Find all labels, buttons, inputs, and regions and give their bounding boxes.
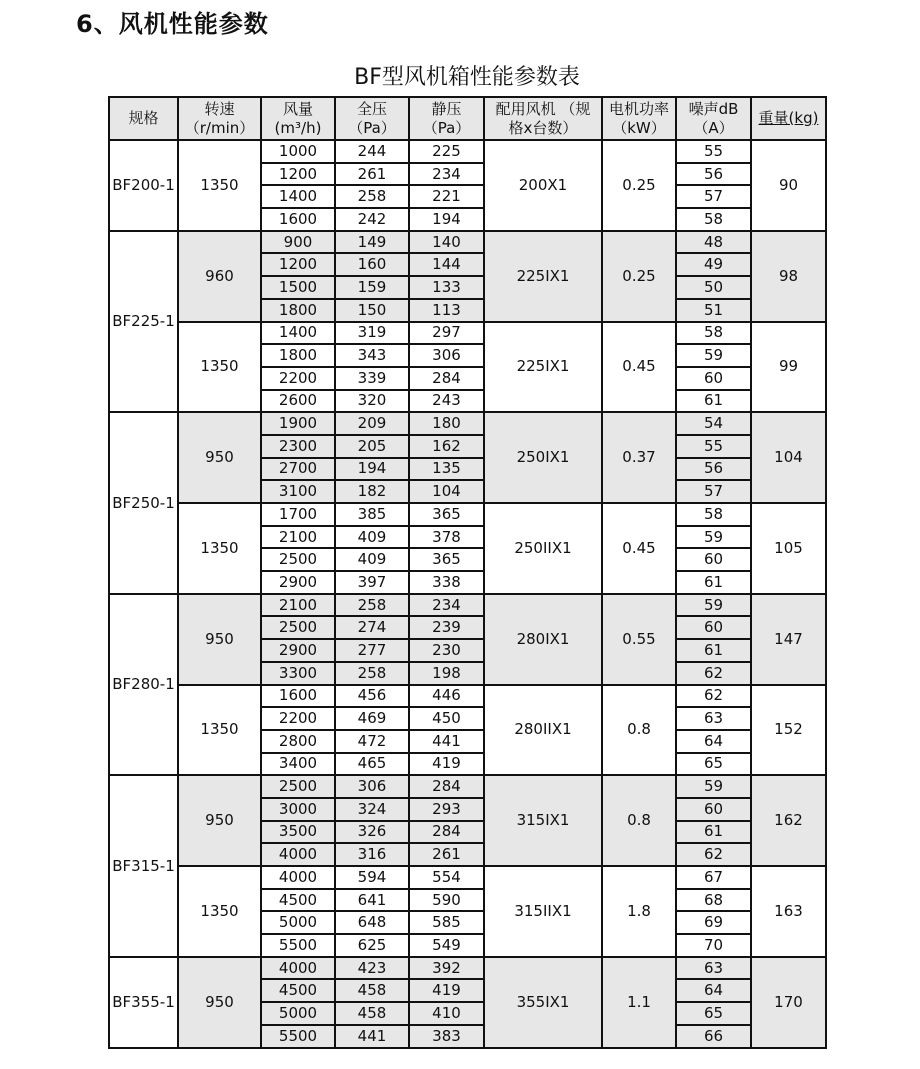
noise-cell: 54 — [676, 412, 751, 435]
total-pressure-cell: 458 — [335, 1002, 409, 1025]
flow-cell: 1800 — [261, 344, 335, 367]
header-total-pressure-label: 全压 — [356, 99, 387, 118]
flow-cell: 1700 — [261, 503, 335, 526]
model-cell: BF315-1 — [109, 775, 178, 957]
static-pressure-cell: 450 — [409, 707, 484, 730]
flow-cell: 1600 — [261, 685, 335, 708]
flow-cell: 2600 — [261, 390, 335, 413]
total-pressure-cell: 258 — [335, 594, 409, 617]
static-pressure-cell: 410 — [409, 1002, 484, 1025]
static-pressure-cell: 306 — [409, 344, 484, 367]
noise-cell: 64 — [676, 730, 751, 753]
power-cell: 0.25 — [602, 140, 676, 231]
noise-cell: 58 — [676, 208, 751, 231]
static-pressure-cell: 585 — [409, 911, 484, 934]
header-row — [109, 97, 826, 140]
total-pressure-cell: 648 — [335, 911, 409, 934]
total-pressure-cell: 150 — [335, 299, 409, 322]
weight-cell: 104 — [751, 412, 826, 503]
static-pressure-cell: 549 — [409, 934, 484, 957]
static-pressure-cell: 338 — [409, 571, 484, 594]
power-cell: 0.55 — [602, 594, 676, 685]
fan-cell: 200X1 — [484, 140, 602, 231]
flow-cell: 1500 — [261, 276, 335, 299]
speed-cell: 1350 — [178, 685, 261, 776]
noise-cell: 60 — [676, 798, 751, 821]
flow-cell: 5500 — [261, 934, 335, 957]
flow-cell: 1000 — [261, 140, 335, 163]
noise-cell: 59 — [676, 775, 751, 798]
total-pressure-cell: 441 — [335, 1025, 409, 1048]
table-row — [109, 140, 826, 163]
section-title: 6、风机性能参数 — [76, 10, 269, 38]
performance-table — [108, 96, 827, 1049]
noise-cell: 48 — [676, 231, 751, 254]
noise-cell: 68 — [676, 889, 751, 912]
noise-cell: 60 — [676, 367, 751, 390]
power-cell: 0.45 — [602, 503, 676, 594]
static-pressure-cell: 133 — [409, 276, 484, 299]
total-pressure-cell: 339 — [335, 367, 409, 390]
weight-cell: 98 — [751, 231, 826, 322]
header-fan-unit: 格x台数） — [508, 118, 578, 137]
model-cell: BF225-1 — [109, 231, 178, 413]
static-pressure-cell: 104 — [409, 480, 484, 503]
flow-cell: 4500 — [261, 979, 335, 1002]
flow-cell: 1400 — [261, 185, 335, 208]
static-pressure-cell: 590 — [409, 889, 484, 912]
noise-cell: 61 — [676, 821, 751, 844]
fan-cell: 250IIX1 — [484, 503, 602, 594]
fan-cell: 315IIX1 — [484, 866, 602, 957]
flow-cell: 5000 — [261, 911, 335, 934]
header-power-label: 电机功率 — [608, 99, 669, 118]
static-pressure-cell: 284 — [409, 775, 484, 798]
noise-cell: 58 — [676, 322, 751, 345]
total-pressure-cell: 316 — [335, 843, 409, 866]
noise-cell: 62 — [676, 843, 751, 866]
fan-cell: 355IX1 — [484, 957, 602, 1048]
noise-cell: 65 — [676, 1002, 751, 1025]
noise-cell: 64 — [676, 979, 751, 1002]
header-static-pressure-label: 静压 — [431, 99, 462, 118]
noise-cell: 59 — [676, 594, 751, 617]
total-pressure-cell: 458 — [335, 979, 409, 1002]
model-cell: BF200-1 — [109, 140, 178, 231]
noise-cell: 58 — [676, 503, 751, 526]
header-fan — [484, 97, 602, 140]
speed-cell: 1350 — [178, 322, 261, 413]
speed-cell: 950 — [178, 594, 261, 685]
noise-cell: 60 — [676, 616, 751, 639]
total-pressure-cell: 244 — [335, 140, 409, 163]
flow-cell: 4500 — [261, 889, 335, 912]
flow-cell: 3100 — [261, 480, 335, 503]
table-row — [109, 594, 826, 617]
noise-cell: 57 — [676, 480, 751, 503]
total-pressure-cell: 641 — [335, 889, 409, 912]
total-pressure-cell: 456 — [335, 685, 409, 708]
static-pressure-cell: 140 — [409, 231, 484, 254]
flow-cell: 1200 — [261, 163, 335, 186]
flow-cell: 2700 — [261, 458, 335, 481]
flow-cell: 2100 — [261, 594, 335, 617]
total-pressure-cell: 397 — [335, 571, 409, 594]
noise-cell: 56 — [676, 163, 751, 186]
header-flow-label: 风量 — [282, 99, 313, 118]
total-pressure-cell: 182 — [335, 480, 409, 503]
static-pressure-cell: 243 — [409, 390, 484, 413]
noise-cell: 62 — [676, 685, 751, 708]
noise-cell: 70 — [676, 934, 751, 957]
noise-cell: 63 — [676, 957, 751, 980]
flow-cell: 2300 — [261, 435, 335, 458]
header-power — [602, 97, 676, 140]
table-row — [109, 412, 826, 435]
noise-cell: 65 — [676, 753, 751, 776]
speed-cell: 1350 — [178, 866, 261, 957]
power-cell: 1.1 — [602, 957, 676, 1048]
noise-cell: 49 — [676, 253, 751, 276]
power-cell: 1.8 — [602, 866, 676, 957]
flow-cell: 2900 — [261, 639, 335, 662]
noise-cell: 59 — [676, 344, 751, 367]
static-pressure-cell: 365 — [409, 548, 484, 571]
noise-cell: 61 — [676, 571, 751, 594]
total-pressure-cell: 319 — [335, 322, 409, 345]
flow-cell: 3500 — [261, 821, 335, 844]
total-pressure-cell: 409 — [335, 526, 409, 549]
power-cell: 0.8 — [602, 685, 676, 776]
header-weight — [751, 97, 826, 140]
table-row — [109, 866, 826, 889]
total-pressure-cell: 465 — [335, 753, 409, 776]
total-pressure-cell: 423 — [335, 957, 409, 980]
noise-cell: 66 — [676, 1025, 751, 1048]
total-pressure-cell: 274 — [335, 616, 409, 639]
fan-cell: 225IX1 — [484, 231, 602, 322]
static-pressure-cell: 239 — [409, 616, 484, 639]
static-pressure-cell: 180 — [409, 412, 484, 435]
static-pressure-cell: 162 — [409, 435, 484, 458]
total-pressure-cell: 159 — [335, 276, 409, 299]
model-cell: BF280-1 — [109, 594, 178, 776]
noise-cell: 59 — [676, 526, 751, 549]
total-pressure-cell: 409 — [335, 548, 409, 571]
table-row — [109, 957, 826, 980]
flow-cell: 3400 — [261, 753, 335, 776]
weight-cell: 99 — [751, 322, 826, 413]
flow-cell: 2500 — [261, 616, 335, 639]
noise-cell: 61 — [676, 390, 751, 413]
table-body — [109, 140, 826, 1048]
total-pressure-cell: 594 — [335, 866, 409, 889]
total-pressure-cell: 261 — [335, 163, 409, 186]
header-fan-label: 配用风机 （规 — [495, 99, 591, 118]
flow-cell: 1400 — [261, 322, 335, 345]
fan-cell: 250IX1 — [484, 412, 602, 503]
power-cell: 0.8 — [602, 775, 676, 866]
noise-cell: 61 — [676, 639, 751, 662]
power-cell: 0.25 — [602, 231, 676, 322]
total-pressure-cell: 385 — [335, 503, 409, 526]
table-row — [109, 322, 826, 345]
weight-cell: 162 — [751, 775, 826, 866]
flow-cell: 2500 — [261, 775, 335, 798]
total-pressure-cell: 209 — [335, 412, 409, 435]
static-pressure-cell: 446 — [409, 685, 484, 708]
speed-cell: 1350 — [178, 140, 261, 231]
flow-cell: 5000 — [261, 1002, 335, 1025]
speed-cell: 950 — [178, 775, 261, 866]
flow-cell: 1900 — [261, 412, 335, 435]
static-pressure-cell: 365 — [409, 503, 484, 526]
total-pressure-cell: 324 — [335, 798, 409, 821]
flow-cell: 900 — [261, 231, 335, 254]
static-pressure-cell: 225 — [409, 140, 484, 163]
noise-cell: 69 — [676, 911, 751, 934]
total-pressure-cell: 320 — [335, 390, 409, 413]
flow-cell: 1800 — [261, 299, 335, 322]
weight-cell: 105 — [751, 503, 826, 594]
noise-cell: 56 — [676, 458, 751, 481]
flow-cell: 2200 — [261, 707, 335, 730]
static-pressure-cell: 284 — [409, 821, 484, 844]
header-noise-unit: （A） — [693, 118, 734, 137]
static-pressure-cell: 419 — [409, 979, 484, 1002]
table-title: BF型风机箱性能参数表 — [354, 65, 580, 90]
static-pressure-cell: 234 — [409, 594, 484, 617]
table-title-wrap — [0, 60, 920, 91]
flow-cell: 3300 — [261, 662, 335, 685]
speed-cell: 960 — [178, 231, 261, 322]
noise-cell: 51 — [676, 299, 751, 322]
flow-cell: 3000 — [261, 798, 335, 821]
table-row — [109, 685, 826, 708]
model-cell: BF355-1 — [109, 957, 178, 1048]
power-cell: 0.45 — [602, 322, 676, 413]
static-pressure-cell: 284 — [409, 367, 484, 390]
speed-cell: 950 — [178, 957, 261, 1048]
noise-cell: 55 — [676, 140, 751, 163]
fan-cell: 225IX1 — [484, 322, 602, 413]
total-pressure-cell: 258 — [335, 185, 409, 208]
header-model-label: 规格 — [128, 109, 159, 127]
flow-cell: 2200 — [261, 367, 335, 390]
static-pressure-cell: 297 — [409, 322, 484, 345]
header-speed-unit: （r/min） — [184, 118, 255, 137]
flow-cell: 2800 — [261, 730, 335, 753]
flow-cell: 2900 — [261, 571, 335, 594]
header-power-unit: （kW） — [612, 118, 666, 137]
table-row — [109, 231, 826, 254]
header-flow-unit: (m³/h) — [274, 118, 322, 137]
header-speed — [178, 97, 261, 140]
power-cell: 0.37 — [602, 412, 676, 503]
flow-cell: 2100 — [261, 526, 335, 549]
total-pressure-cell: 205 — [335, 435, 409, 458]
static-pressure-cell: 378 — [409, 526, 484, 549]
fan-cell: 315IX1 — [484, 775, 602, 866]
fan-cell: 280IX1 — [484, 594, 602, 685]
total-pressure-cell: 625 — [335, 934, 409, 957]
speed-cell: 950 — [178, 412, 261, 503]
total-pressure-cell: 326 — [335, 821, 409, 844]
noise-cell: 62 — [676, 662, 751, 685]
weight-cell: 90 — [751, 140, 826, 231]
static-pressure-cell: 419 — [409, 753, 484, 776]
total-pressure-cell: 469 — [335, 707, 409, 730]
total-pressure-cell: 472 — [335, 730, 409, 753]
static-pressure-cell: 261 — [409, 843, 484, 866]
total-pressure-cell: 242 — [335, 208, 409, 231]
total-pressure-cell: 160 — [335, 253, 409, 276]
total-pressure-cell: 277 — [335, 639, 409, 662]
noise-cell: 50 — [676, 276, 751, 299]
static-pressure-cell: 198 — [409, 662, 484, 685]
noise-cell: 63 — [676, 707, 751, 730]
flow-cell: 2500 — [261, 548, 335, 571]
total-pressure-cell: 306 — [335, 775, 409, 798]
flow-cell: 5500 — [261, 1025, 335, 1048]
header-total-pressure — [335, 97, 409, 140]
flow-cell: 4000 — [261, 957, 335, 980]
noise-cell: 55 — [676, 435, 751, 458]
header-static-pressure-unit: （Pa） — [422, 118, 471, 137]
total-pressure-cell: 258 — [335, 662, 409, 685]
flow-cell: 1600 — [261, 208, 335, 231]
fan-cell: 280IIX1 — [484, 685, 602, 776]
static-pressure-cell: 221 — [409, 185, 484, 208]
header-static-pressure — [409, 97, 484, 140]
static-pressure-cell: 234 — [409, 163, 484, 186]
flow-cell: 4000 — [261, 866, 335, 889]
static-pressure-cell: 230 — [409, 639, 484, 662]
static-pressure-cell: 194 — [409, 208, 484, 231]
weight-cell: 147 — [751, 594, 826, 685]
static-pressure-cell: 113 — [409, 299, 484, 322]
header-noise-label: 噪声dB — [688, 99, 739, 118]
noise-cell: 57 — [676, 185, 751, 208]
model-cell: BF250-1 — [109, 412, 178, 594]
static-pressure-cell: 144 — [409, 253, 484, 276]
static-pressure-cell: 383 — [409, 1025, 484, 1048]
weight-cell: 152 — [751, 685, 826, 776]
header-speed-label: 转速 — [204, 99, 235, 118]
header-flow — [261, 97, 335, 140]
total-pressure-cell: 343 — [335, 344, 409, 367]
total-pressure-cell: 194 — [335, 458, 409, 481]
header-noise — [676, 97, 751, 140]
flow-cell: 1200 — [261, 253, 335, 276]
weight-cell: 163 — [751, 866, 826, 957]
static-pressure-cell: 135 — [409, 458, 484, 481]
weight-cell: 170 — [751, 957, 826, 1048]
table-row — [109, 775, 826, 798]
speed-cell: 1350 — [178, 503, 261, 594]
static-pressure-cell: 392 — [409, 957, 484, 980]
flow-cell: 4000 — [261, 843, 335, 866]
static-pressure-cell: 293 — [409, 798, 484, 821]
static-pressure-cell: 554 — [409, 866, 484, 889]
header-total-pressure-unit: （Pa） — [348, 118, 396, 137]
noise-cell: 67 — [676, 866, 751, 889]
header-weight-label: 重量(kg) — [758, 109, 819, 127]
total-pressure-cell: 149 — [335, 231, 409, 254]
table-row — [109, 503, 826, 526]
static-pressure-cell: 441 — [409, 730, 484, 753]
noise-cell: 60 — [676, 548, 751, 571]
header-model — [109, 97, 178, 140]
